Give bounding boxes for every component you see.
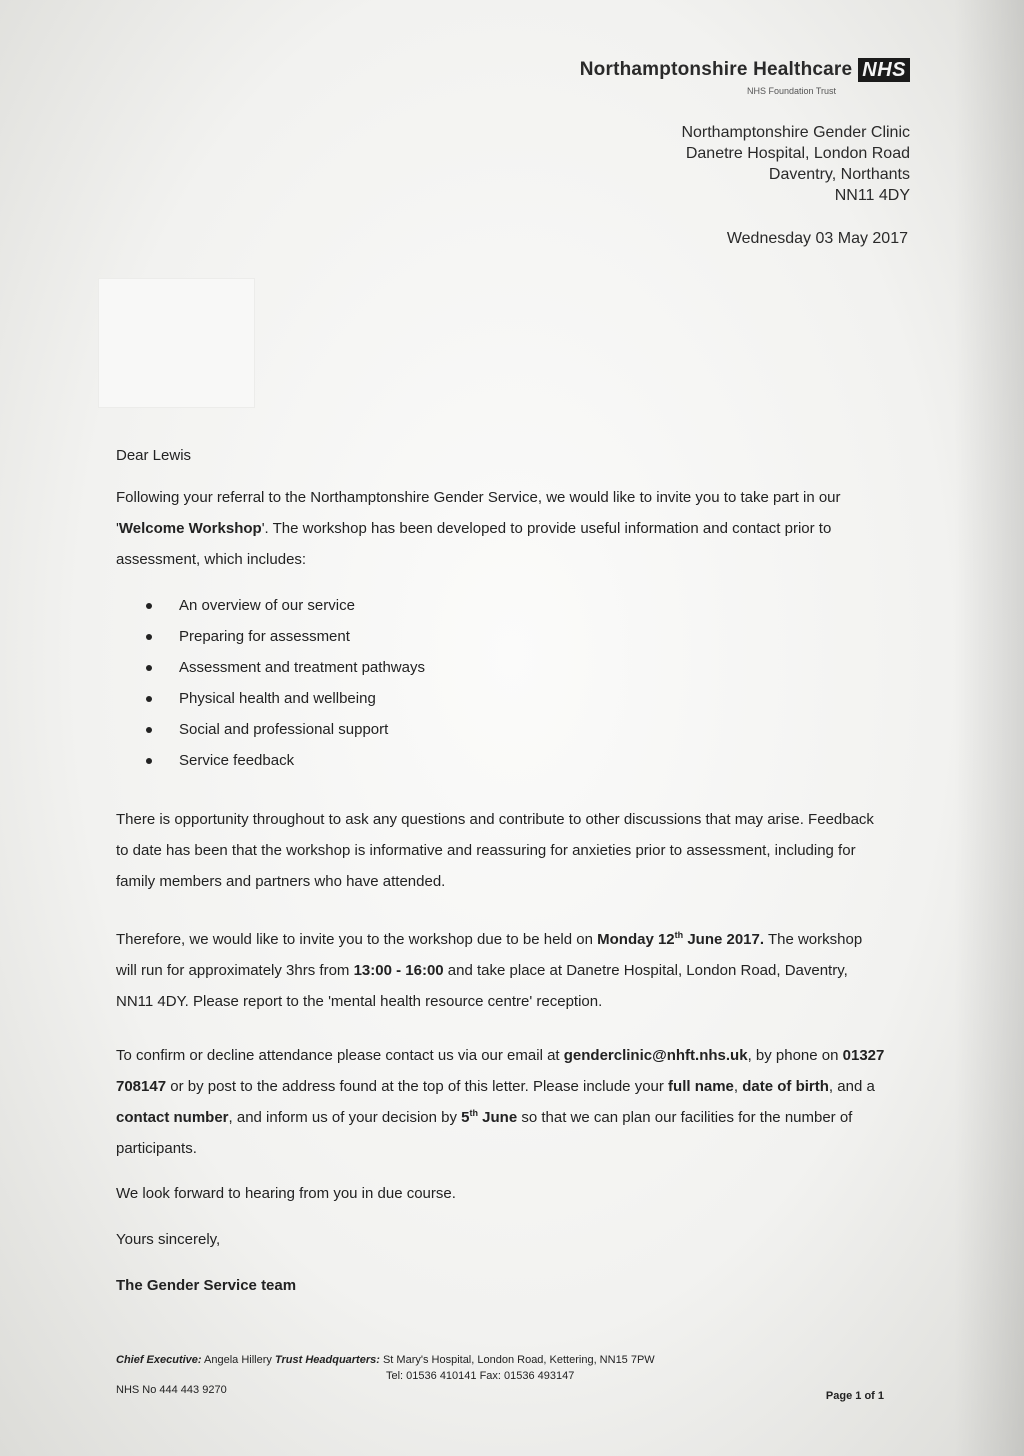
clinic-address [681,122,910,206]
workshop-name: Welcome Workshop [118,520,262,537]
rsvp-deadline: 5th June [461,1108,518,1126]
bullet-icon [146,758,152,764]
org-header [580,58,910,82]
address-line: Daventry, Northants [768,166,910,183]
valediction: Yours sincerely, [116,1231,221,1248]
list-item: Social and professional support [146,714,425,745]
list-item: Physical health and wellbeing [146,683,425,714]
address-line: NN11 4DY [834,187,910,204]
contact-phone: 01327 708147 [116,1047,885,1095]
page-number: Page 1 of 1 [825,1390,884,1402]
footer-tel-fax: Tel: 01536 410141 Fax: 01536 493147 [386,1370,575,1382]
signature-team: The Gender Service team [116,1277,297,1294]
nhs-number: NHS No 444 443 9270 [116,1384,227,1396]
contact-email: genderclinic@nhft.nhs.uk [563,1047,748,1064]
scan-edge-shadow [954,0,1024,1456]
footer-trust-info: Chief Executive: Angela Hillery Trust Headquarters: St Mary's Hospital, London Road, Kettering, NN15 7PW [116,1354,655,1366]
letter-date: Wednesday 03 May 2017 [726,230,908,247]
invitation-paragraph: Therefore, we would like to invite you to the workshop due to be held on Monday 12th June 2017. The workshop will run for approximately 3hrs from 13:00 - 16:00 and take place at Danetre Hospital, London Road, Daventry, NN11 4DY. Please report to the 'mental health resource centre' reception. [116,930,863,1010]
workshop-date: Monday 12th June 2017. [597,930,765,948]
org-name: Northamptonshire Healthcare [579,59,853,80]
org-subtitle: NHS Foundation Trust [746,86,836,96]
address-line: Northamptonshire Gender Clinic [681,124,910,141]
redacted-recipient-address [98,278,255,408]
workshop-topics-list [146,590,425,776]
questions-paragraph: There is opportunity throughout to ask any questions and contribute to other discussions that may arise. Feedback to date has been that the workshop is informative and reassuring for anxieties prior to assessment, including for family members and partners who have attended. [116,811,874,890]
address-line: Danetre Hospital, London Road [685,145,910,162]
bullet-icon [146,634,152,640]
bullet-icon [146,696,152,702]
rsvp-paragraph: To confirm or decline attendance please contact us via our email at genderclinic@nhft.nhs.uk, by phone on 01327 708147 or by post to the address found at the top of this letter. Please include your full name, date of birth, and a contact number, and inform us of your decision by 5th June so that we can plan our facilities for the number of participants. [116,1047,885,1157]
list-item: Service feedback [146,745,425,776]
bullet-icon [146,665,152,671]
intro-paragraph: Following your referral to the Northamptonshire Gender Service, we would like to invite you to take part in our 'Welcome Workshop'. The workshop has been developed to provide useful information and contact prior to assessment, which includes: [116,489,841,568]
workshop-time: 13:00 - 16:00 [353,962,444,979]
list-item: Assessment and treatment pathways [146,652,425,683]
nhs-logo: NHS [858,58,910,82]
bullet-icon [146,603,152,609]
salutation: Dear Lewis [116,447,192,464]
list-item: Preparing for assessment [146,621,425,652]
bullet-icon [146,727,152,733]
list-item: An overview of our service [146,590,425,621]
closing-paragraph: We look forward to hearing from you in due course. [116,1185,456,1202]
